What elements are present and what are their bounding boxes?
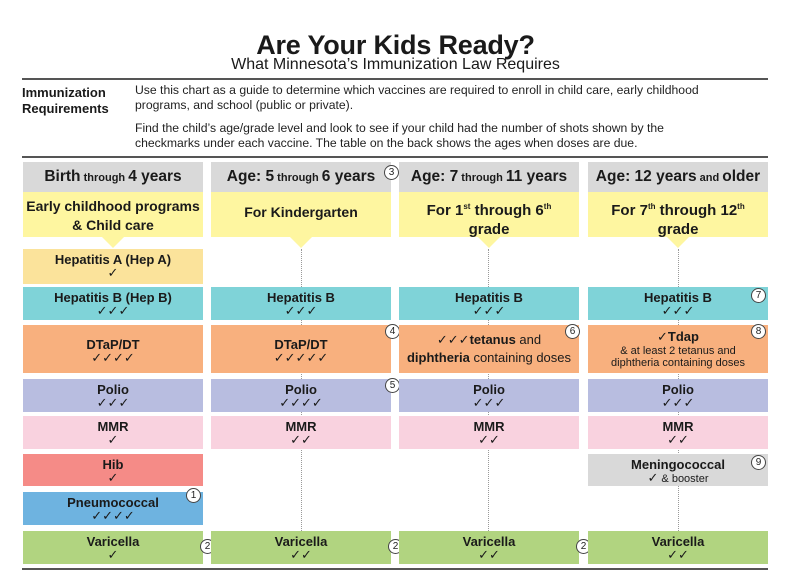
requirements-label-line2: Requirements (22, 101, 109, 116)
vaccine-polio (588, 379, 768, 412)
vaccine-name: MMR (97, 419, 129, 434)
banner-line2: grade (468, 221, 510, 238)
banner-text (211, 203, 391, 222)
vaccine-dtap (23, 325, 203, 373)
footnote-badge: 3 (384, 165, 399, 180)
vaccine-name: MMR (285, 419, 317, 434)
vaccine-polio (23, 379, 203, 412)
dose-checkmarks (588, 472, 768, 485)
dose-checkmarks: ✓✓ (667, 432, 689, 447)
banner-line1: For Kindergarten (244, 204, 358, 220)
dose-checkmarks: ✓ (107, 547, 119, 562)
dose-checkmarks: ✓✓✓ (96, 303, 130, 318)
vaccine-hepatitis-b (588, 287, 768, 320)
header-main: Birth (44, 168, 81, 185)
header-small: and (696, 172, 723, 184)
vaccine-name: diphtheria (406, 350, 470, 365)
vaccine-name: Varicella (651, 534, 705, 549)
vaccine-varicella (23, 531, 211, 564)
column-header (399, 162, 579, 192)
header-main: Age: 12 years (595, 168, 697, 185)
dose-checkmarks: ✓✓✓ (661, 395, 695, 410)
vaccine-hepatitis-a (23, 249, 203, 284)
vaccine-name: Polio (662, 382, 694, 397)
bottom-divider (22, 568, 768, 570)
banner-pre: For 1 (426, 202, 464, 219)
intro-paragraph-1 (135, 83, 755, 113)
dose-checkmarks: ✓✓✓ (661, 303, 695, 318)
header-end: older (722, 168, 761, 185)
vaccine-name: Hepatitis A (Hep A) (54, 252, 172, 267)
banner-line1: Early childhood programs (26, 198, 200, 214)
banner-text (588, 197, 768, 239)
dose-checkmarks: ✓✓✓ (472, 303, 506, 318)
vaccine-mmr (588, 416, 768, 449)
vaccine-name: Polio (473, 382, 505, 397)
vaccine-name: Hib (102, 457, 124, 472)
banner-mid: through 6 (470, 202, 544, 219)
vaccine-hepatitis-b (211, 287, 391, 320)
dose-checkmarks: ✓ (107, 470, 119, 485)
banner-text (399, 197, 579, 239)
vaccine-tdap (588, 325, 768, 373)
dose-checkmarks: ✓ (107, 265, 119, 280)
vaccine-meningococcal (588, 454, 768, 486)
vaccine-mmr (399, 416, 579, 449)
column-header (23, 162, 203, 192)
vaccine-varicella (588, 531, 768, 564)
vaccine-varicella (399, 531, 587, 564)
footnote-badge: 2 (576, 539, 591, 554)
vaccine-varicella (211, 531, 399, 564)
footnote-badge: 1 (186, 488, 201, 503)
vaccine-name: Hepatitis B (644, 290, 712, 305)
dose-checkmarks: ✓✓ (667, 547, 689, 562)
dose-checkmarks: ✓✓✓✓✓ (273, 350, 329, 365)
vaccine-note: & at least 2 tetanus and (620, 345, 736, 357)
dose-checkmarks: ✓✓✓ (472, 395, 506, 410)
page-title: Are Your Kids Ready? (256, 30, 535, 60)
footnote-badge: 5 (385, 378, 400, 393)
dose-checkmarks: ✓✓✓ (96, 395, 130, 410)
dose-checkmarks: ✓✓ (290, 432, 312, 447)
banner-sup: th (737, 202, 745, 211)
header-end: 6 years (321, 168, 376, 185)
checkmark: ✓ (647, 470, 659, 485)
requirements-label (22, 85, 132, 117)
footnote-badge: 6 (565, 324, 580, 339)
vaccine-name: Varicella (462, 534, 516, 549)
dose-checkmarks: ✓✓✓✓ (279, 395, 323, 410)
vaccine-pneumococcal (23, 492, 203, 525)
grade-banner (399, 192, 579, 249)
banner-mid: through 12 (655, 202, 738, 219)
dose-checkmarks: ✓✓ (478, 432, 500, 447)
banner-sup: st (463, 202, 471, 211)
footnote-badge: 4 (385, 324, 400, 339)
vaccine-name: Pneumococcal (67, 495, 159, 510)
vaccine-hepatitis-b (23, 287, 203, 320)
column-header (588, 162, 768, 192)
vaccine-polio (211, 379, 396, 412)
intro-p1-line2: programs, and school (public or private). (135, 98, 354, 112)
grade-banner (211, 192, 391, 249)
header-small: through (80, 172, 129, 184)
vaccine-tetanus-diphtheria (399, 325, 579, 373)
dose-checkmarks: ✓✓✓✓ (91, 508, 135, 523)
header-end: 11 years (505, 168, 568, 185)
vaccine-name: DTaP/DT (274, 337, 328, 352)
vaccine-mmr (23, 416, 203, 449)
intro-p2-line1: Find the child’s age/grade level and look to see if your child had the number of shots shown by the (135, 121, 664, 135)
dose-checkmarks: ✓✓ (478, 547, 500, 562)
vaccine-name: MMR (662, 419, 694, 434)
header-end: 4 years (128, 168, 182, 185)
vaccine-mmr (211, 416, 391, 449)
dose-checkmarks: ✓✓✓ (436, 332, 470, 347)
banner-sup: th (543, 202, 552, 211)
banner-line2: & Child care (72, 217, 154, 233)
footnote-badge: 7 (751, 288, 766, 303)
footnote-badge: 2 (200, 539, 215, 554)
vaccine-name: ✓Tdap (657, 329, 699, 344)
intro-paragraph-2 (135, 121, 755, 151)
vaccine-hib (23, 454, 203, 486)
grade-banner (588, 192, 768, 249)
middle-divider (22, 156, 768, 158)
footnote-badge: 9 (751, 455, 766, 470)
vaccine-name: Varicella (274, 534, 328, 549)
vaccine-name: DTaP/DT (86, 337, 140, 352)
banner-pre: For 7 (611, 202, 648, 219)
vaccine-text: containing doses (469, 350, 572, 365)
grade-banner (23, 192, 203, 249)
intro-p2-line2: checkmarks under each vaccine. The table on the back shows the ages when doses are due. (135, 136, 638, 150)
vaccine-text: and (515, 332, 542, 347)
dose-checkmarks: ✓✓ (290, 547, 312, 562)
footnote-badge: 8 (751, 324, 766, 339)
dose-checkmarks: ✓✓✓ (284, 303, 318, 318)
header-main: Age: 7 (410, 168, 459, 185)
vaccine-dtap (211, 325, 396, 373)
vaccine-name: MMR (473, 419, 505, 434)
vaccine-name: Polio (285, 382, 317, 397)
column-header (211, 162, 391, 192)
vaccine-name: Meningococcal (631, 457, 725, 472)
vaccine-polio (399, 379, 579, 412)
banner-sup: th (647, 202, 656, 211)
vaccine-hepatitis-b (399, 287, 579, 320)
vaccine-name: Hepatitis B (267, 290, 335, 305)
vaccine-note: diphtheria containing doses (611, 357, 745, 369)
banner-text (23, 197, 203, 235)
dose-checkmarks: ✓ (107, 432, 119, 447)
header-small: through (274, 172, 322, 184)
top-divider (22, 78, 768, 80)
footnote-badge: 2 (388, 539, 403, 554)
vaccine-name: Varicella (86, 534, 140, 549)
header-small: through (458, 172, 506, 184)
dose-checkmarks: ✓✓✓✓ (91, 350, 135, 365)
requirements-label-line1: Immunization (22, 85, 106, 100)
vaccine-name: Hepatitis B (455, 290, 523, 305)
intro-p1-line1: Use this chart as a guide to determine which vaccines are required to enroll in child care, early childhood (135, 83, 699, 97)
vaccine-note: & booster (658, 473, 709, 485)
vaccine-name: Polio (97, 382, 129, 397)
page-subtitle: What Minnesota’s Immunization Law Requires (231, 56, 560, 73)
vaccine-name: tetanus (469, 332, 516, 347)
banner-line2: grade (657, 221, 699, 238)
vaccine-name: Hepatitis B (Hep B) (54, 290, 172, 305)
header-main: Age: 5 (226, 168, 275, 185)
